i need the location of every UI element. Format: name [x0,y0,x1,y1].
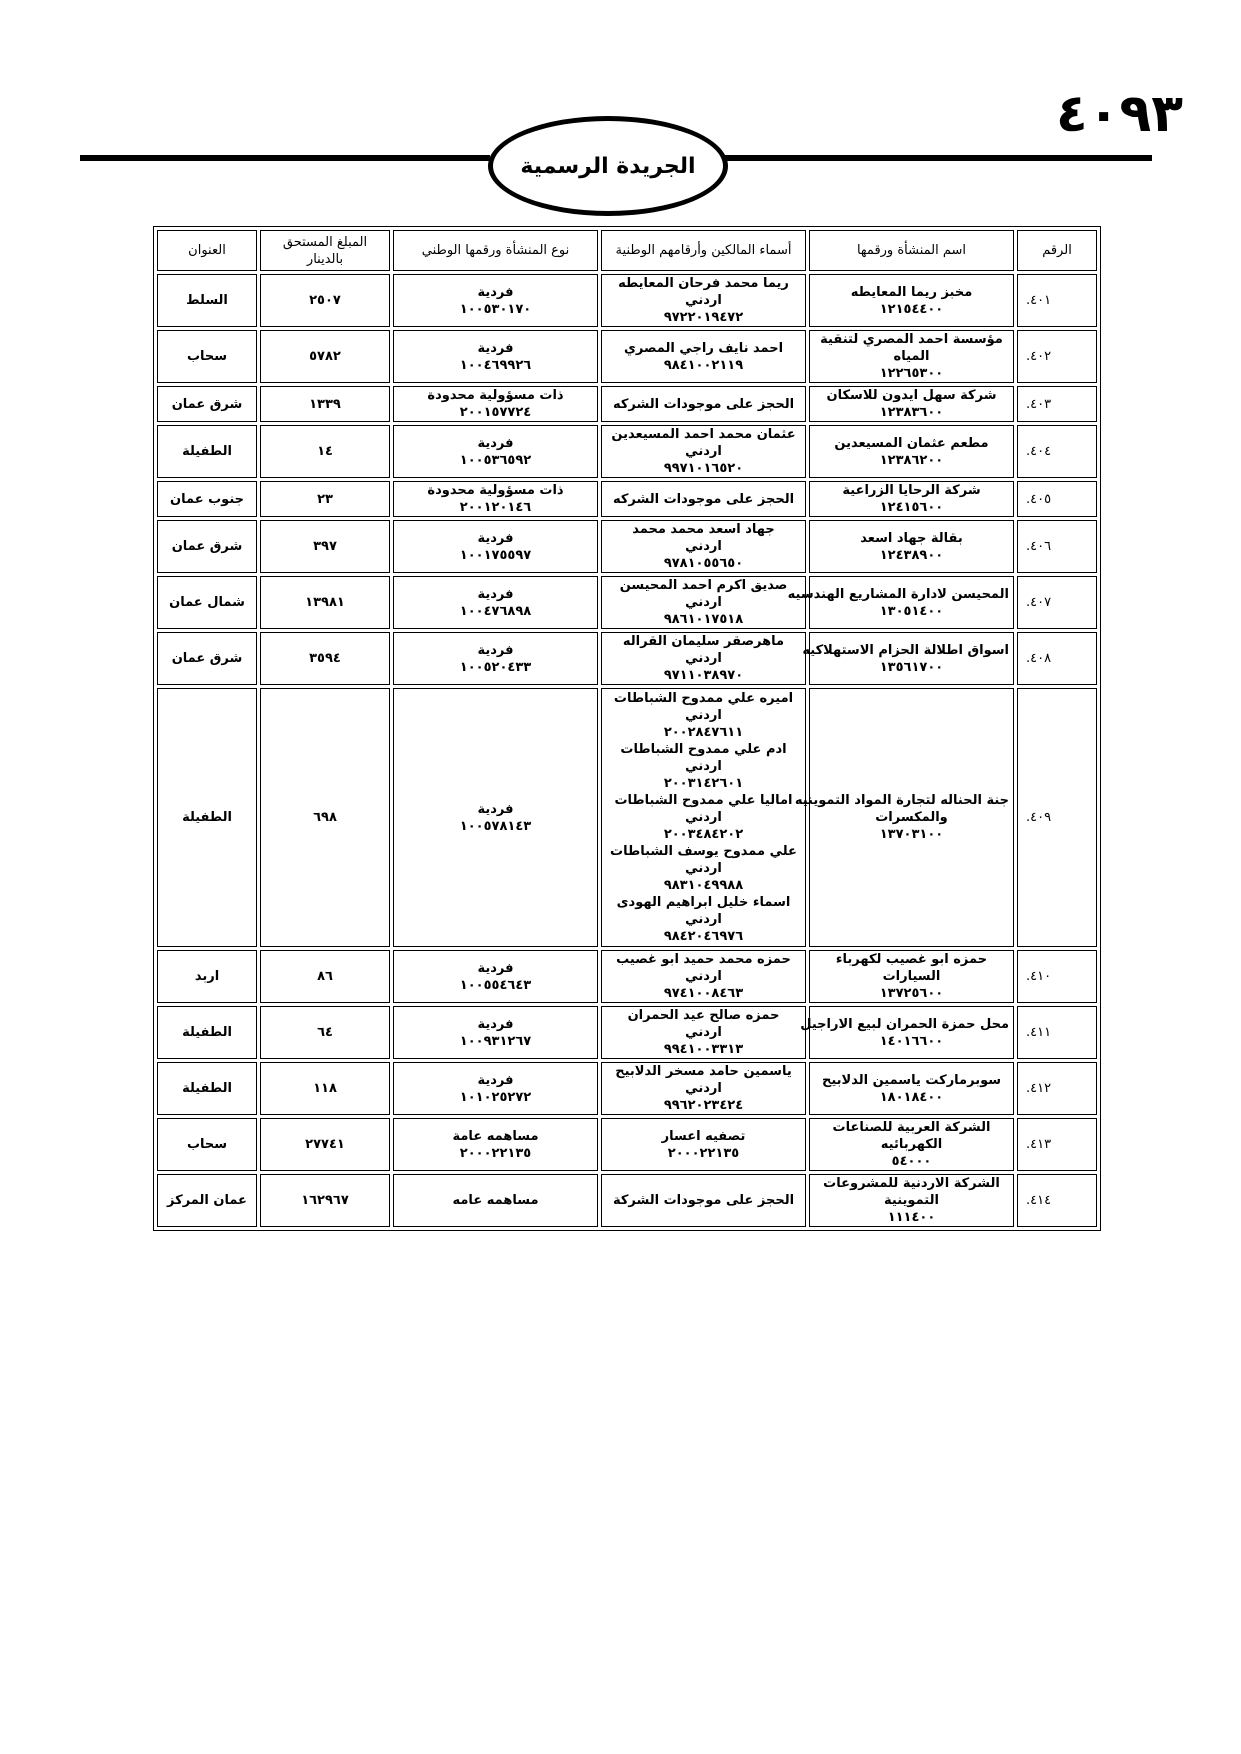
cell-line: اردني [685,293,722,308]
cell-address [157,632,257,685]
cell-line: ٤٠٢. [1026,349,1052,364]
cell-line: ٤٠٥. [1026,491,1052,507]
cell-amount [260,688,390,947]
cell-line: والمكسرات [875,810,948,825]
cell-line: ٤٠٧. [1026,595,1052,610]
cell-line: اردني [685,708,722,723]
cell-owners [601,274,806,327]
cell-line: ١٠٠٩٣١٢٦٧ [459,1033,532,1049]
cell-line: المحيسن لادارة المشاريع الهندسيه [787,586,1009,602]
cell-line: ٩٨٦١٠١٧٥١٨ [663,612,744,627]
cell-establishment [809,520,1014,573]
cell-line: ١٣٠٥١٤٠٠ [879,603,944,619]
cell-line: ١٣٣٩ [309,396,341,412]
cell-line: ٩٩٧١٠١٦٥٢٠ [663,461,744,476]
cell-line: ١٤٠١٦٦٠٠ [879,1033,944,1049]
header-rule-left [80,155,490,161]
cell-line: ١٢٢٦٥٣٠٠ [879,366,944,381]
cell-line: ٤١٠. [1026,969,1052,984]
cell-address [157,386,257,422]
cell-type [393,520,598,573]
cell-type [393,576,598,629]
cell-line: ريما محمد فرحان المعايطه [618,276,789,291]
cell-line: ٤٠١. [1026,293,1052,308]
cell-line: ٩٧٢٢٠١٩٤٧٢ [663,310,744,325]
cell-line: ١٢٣٨٣٦٠٠ [879,405,944,420]
cell-line: شرق عمان [171,651,243,666]
cell-line: فردية [477,801,514,817]
cell-line: ١٣٧٠٣١٠٠ [879,827,944,842]
header-owners: أسماء المالكين وأرقامهم الوطنية [601,230,806,271]
cell-line: مخبز ريما المعايطه [850,284,973,300]
table-row [157,632,1097,685]
cell-line: الطفيلة [182,444,232,459]
cell-line: حمزه ابو غصيب لكهرباء [835,952,988,967]
cell-owners [601,576,806,629]
cell-line: ادم علي ممدوح الشباطات [620,742,787,757]
cell-line: ٩٧١١٠٣٨٩٧٠ [663,668,744,683]
cell-address [157,1118,257,1171]
cell-line: ٩٨٤١٠٠٢١١٩ [663,357,744,373]
cell-line: ٢٧٧٤١ [305,1137,345,1152]
cell-owners [601,481,806,517]
cell-number [1017,1174,1097,1227]
cell-line: الكهربائيه [880,1137,943,1152]
cell-establishment [794,688,1014,947]
cell-owners [601,950,806,1003]
cell-line: ياسمين حامد مسخر الدلابيح [615,1064,792,1079]
cell-amount [260,950,390,1003]
cell-line: ١١٨ [313,1081,337,1096]
cell-line: اردني [685,810,722,825]
cell-line: ماهرصقر سليمان القراله [622,634,785,649]
cell-address [157,425,257,478]
cell-line: مؤسسة احمد المصري لتنقية [820,332,1003,347]
cell-line: ٤١٢. [1026,1081,1052,1096]
cell-line: عمان المركز [167,1193,247,1208]
cell-establishment [800,1006,1014,1059]
cell-amount [260,1006,390,1059]
cell-line: اردني [685,1025,722,1040]
cell-type [393,950,598,1003]
cell-line: ١٣٧٢٥٦٠٠ [879,986,944,1001]
cell-line: الحجز على موجودات الشركه [612,491,795,507]
cell-type [393,274,598,327]
cell-address [157,950,257,1003]
table-row [157,576,1097,629]
cell-line: ٤٠٤. [1026,444,1052,459]
cell-number [1017,576,1097,629]
cell-line: بقالة جهاد اسعد [860,530,963,546]
cell-owners [601,632,806,685]
cell-line: ٤١١. [1026,1025,1052,1040]
cell-line: ١١١٤٠٠ [887,1210,936,1225]
cell-line: فردية [477,960,514,976]
cell-line: ٣٩٧ [313,539,337,554]
cell-line: ١٣٥٦١٧٠٠ [879,659,944,675]
cell-establishment [809,481,1014,517]
cell-line: ١٦٢٩٦٧ [301,1193,349,1208]
cell-line: محل حمزة الحمران لبيع الاراجيل [800,1016,1009,1032]
cell-line: ١٠٠٥٧٨١٤٣ [459,818,532,834]
cell-owners [601,1006,806,1059]
cell-line: ٩٩٤١٠٠٣٣١٣ [663,1042,744,1057]
cell-address [157,1174,257,1227]
cell-line: الحجز على موجودات الشركة [612,1193,795,1208]
cell-line: ٤٠٨. [1026,651,1052,666]
cell-line: تصفيه اعسار [661,1128,746,1144]
cell-line: السلط [186,293,228,308]
table-row [157,425,1097,478]
cell-line: ٢٠٠٣٤٨٤٢٠٢ [663,827,744,842]
table-row [157,520,1097,573]
cell-line: ٢٠٠١٥٧٧٢٤ [459,405,532,420]
cell-amount [260,520,390,573]
cell-line: عثمان محمد احمد المسيعدين [611,427,796,442]
cell-number [1017,520,1097,573]
cell-establishment [787,576,1014,629]
cell-amount [260,330,390,383]
cell-line: اردني [685,759,722,774]
cell-line: التموينية [884,1193,939,1208]
cell-type [393,481,598,517]
table-row [157,1006,1097,1059]
cell-amount [260,1174,390,1227]
table-row [157,1174,1097,1227]
cell-line: ١٠٠٤٦٩٩٢٦ [459,357,532,373]
header-establishment: اسم المنشأة ورقمها [809,230,1014,271]
cell-address [157,1062,257,1115]
cell-line: ذات مسؤولية محدودة [427,483,564,498]
cell-line: السيارات [882,969,941,984]
table-body [157,274,1097,1227]
cell-establishment [809,1062,1014,1115]
cell-owners [601,386,806,422]
registry-table-wrapper [153,226,1081,1231]
cell-amount [260,1118,390,1171]
cell-address [157,1006,257,1059]
table-row [157,1118,1097,1171]
cell-line: شركة الرحايا الزراعية [842,483,981,498]
cell-line: ١٠٠٥٥٤٦٤٣ [459,977,532,993]
cell-line: احمد نايف راجي المصري [623,340,784,356]
cell-line: مساهمه عامة [452,1128,539,1144]
cell-number [1017,330,1097,383]
cell-line: الطفيلة [182,1081,232,1096]
cell-line: اردني [685,539,722,554]
cell-establishment [809,274,1014,327]
cell-line: ١٠٠٥٣٠١٧٠ [459,301,532,317]
cell-amount [260,1062,390,1115]
cell-address [157,576,257,629]
table-row [157,1062,1097,1115]
cell-line: اميره علي ممدوح الشباطات [613,691,794,706]
cell-line: صديق اكرم احمد المحيسن [619,578,788,593]
cell-establishment [809,386,1014,422]
cell-line: ١٨٠١٨٤٠٠ [879,1089,944,1105]
header-rule-right [720,155,1152,161]
cell-owners [601,1118,806,1171]
cell-line: اردني [685,651,722,666]
masthead-title: الجريدة الرسمية [520,153,696,179]
cell-line: ٩٧٤١٠٠٨٤٦٣ [663,986,744,1001]
cell-line: سوبرماركت ياسمين الدلابيح [821,1072,1002,1088]
cell-number [1017,688,1097,947]
cell-line: ٤٠٩. [1026,810,1052,825]
cell-line: فردية [477,435,514,451]
header-type: نوع المنشأة ورقمها الوطني [393,230,598,271]
cell-type [393,425,598,478]
cell-line: سحاب [186,1137,228,1152]
header-amount: المبلغ المستحق بالدينار [260,230,390,271]
cell-line: اسواق اطلالة الحزام الاستهلاكيه [802,642,1009,658]
cell-number [1017,274,1097,327]
cell-line: جنة الحناله لتجارة المواد التموينيه [794,793,1009,808]
cell-line: مطعم عثمان المسيعدين [834,435,989,451]
table-row [157,274,1097,327]
cell-line: اماليا علي ممدوح الشباطات [614,793,793,808]
cell-amount [260,576,390,629]
cell-line: ٢٠٠٣١٤٢٦٠١ [663,776,744,791]
cell-line: ١٠٠١٧٥٥٩٧ [459,547,532,563]
cell-line: اردني [685,912,722,927]
cell-line: اسماء خليل ابراهيم الهودى [616,895,791,910]
page-number: ٤٠٩٣ [1056,84,1183,144]
cell-line: فردية [477,340,514,356]
cell-line: الطفيلة [182,810,232,825]
cell-line: ٢٠٠١٢٠١٤٦ [459,500,532,515]
cell-number [1017,425,1097,478]
cell-type [393,632,598,685]
cell-line: مساهمه عامه [452,1193,539,1208]
cell-line: فردية [477,1016,514,1032]
cell-establishment [809,950,1014,1003]
cell-line: الشركة العربية للصناعات [832,1120,991,1135]
cell-amount [260,481,390,517]
cell-line: ٢٠٠٠٢٢١٣٥ [667,1145,740,1161]
cell-line: اردني [685,1081,722,1096]
cell-address [157,520,257,573]
cell-line: حمزه صالح عيد الحمران [627,1008,780,1023]
cell-amount [260,274,390,327]
cell-line: ١٢٤٣٨٩٠٠ [879,547,944,563]
cell-line: ٥٧٨٢ [309,349,341,364]
cell-line: فردية [477,586,514,602]
cell-line: اردني [685,861,722,876]
cell-owners [601,1174,806,1227]
cell-line: الحجز على موجودات الشركه [612,396,795,412]
cell-establishment [802,632,1014,685]
cell-line: ٢٥٠٧ [309,293,341,308]
cell-line: ٩٨٤٢٠٤٦٩٧٦ [663,929,744,944]
cell-type [393,1006,598,1059]
cell-line: سحاب [186,349,228,364]
cell-line: شركة سهل ايدون للاسكان [826,388,997,403]
cell-owners [601,520,806,573]
cell-number [1017,1006,1097,1059]
cell-line: الطفيلة [182,1025,232,1040]
cell-line: ذات مسؤولية محدودة [427,388,564,403]
cell-owners [601,330,806,383]
table-row [157,330,1097,383]
header-address: العنوان [157,230,257,271]
cell-type [393,1062,598,1115]
cell-line: ٩٧٨١٠٥٥٦٥٠ [663,556,744,571]
cell-number [1017,1062,1097,1115]
cell-amount [260,425,390,478]
cell-number [1017,632,1097,685]
cell-owners [601,688,806,947]
cell-number [1017,1118,1097,1171]
cell-line: فردية [477,1072,514,1088]
cell-line: ٢٣ [317,491,333,507]
cell-line: ٦٤ [317,1025,333,1040]
cell-line: اردني [685,969,722,984]
cell-address [157,274,257,327]
cell-address [157,481,257,517]
cell-amount [260,632,390,685]
cell-type [393,688,598,947]
cell-line: شرق عمان [171,396,243,412]
cell-type [393,386,598,422]
masthead-oval [488,116,728,216]
table-row [157,386,1097,422]
cell-line: ١٠٠٥٣٦٥٩٢ [459,452,532,468]
cell-number [1017,950,1097,1003]
cell-address [157,330,257,383]
cell-line: علي ممدوح يوسف الشباطات [610,844,797,859]
cell-line: حمزه محمد حميد ابو غصيب [616,952,791,967]
cell-type [393,330,598,383]
cell-line: ١٠٠٥٢٠٤٣٣ [459,659,532,675]
cell-type [393,1118,598,1171]
cell-type [393,1174,598,1227]
cell-line: اردني [685,595,722,610]
cell-owners [601,425,806,478]
cell-line: المياه [893,349,930,364]
cell-amount [260,386,390,422]
registry-table [153,226,1101,1231]
cell-line: جنوب عمان [170,491,244,507]
cell-line: جهاد اسعد محمد محمد [632,522,775,537]
cell-address [157,688,257,947]
cell-line: فردية [477,642,514,658]
table-row [157,688,1097,947]
table-row [157,950,1097,1003]
cell-line: ٤٠٣. [1026,396,1052,412]
cell-line: شرق عمان [171,539,243,554]
cell-line: ١٠١٠٢٥٢٧٢ [459,1089,532,1105]
cell-line: ١٤ [317,444,333,459]
cell-establishment [809,1174,1014,1227]
cell-line: فردية [477,530,514,546]
cell-number [1017,481,1097,517]
cell-line: ٤١٤. [1026,1193,1052,1208]
cell-line: ١٢٣٨٦٢٠٠ [879,452,944,468]
cell-line: الشركة الاردنية للمشروعات [823,1176,1000,1191]
cell-line: ١٢٤١٥٦٠٠ [879,500,944,515]
cell-establishment [809,425,1014,478]
cell-line: ٣٥٩٤ [309,651,341,666]
cell-line: اردني [685,444,722,459]
cell-line: ٤٠٦. [1026,539,1052,554]
cell-line: ١٢١٥٤٤٠٠ [879,301,944,317]
cell-line: ٢٠٠٢٨٤٧٦١١ [663,725,744,740]
cell-line: شمال عمان [169,595,245,610]
table-row [157,481,1097,517]
cell-line: ٤١٣. [1026,1137,1052,1152]
cell-owners [601,1062,806,1115]
cell-line: ٨٦ [317,969,333,984]
cell-line: ٩٨٣١٠٤٩٩٨٨ [663,878,744,893]
cell-line: ١٠٠٤٧٦٨٩٨ [459,603,532,619]
table-header-row [157,230,1097,271]
cell-establishment [809,330,1014,383]
cell-line: اربد [194,969,220,984]
cell-line: ٩٩٦٢٠٢٣٤٢٤ [663,1098,744,1113]
cell-line: ٢٠٠٠٢٢١٣٥ [459,1145,532,1161]
cell-line: ٥٤٠٠٠ [891,1154,932,1169]
cell-line: فردية [477,284,514,300]
cell-establishment [809,1118,1014,1171]
header-number: الرقم [1017,230,1097,271]
cell-number [1017,386,1097,422]
cell-line: ١٣٩٨١ [305,595,345,610]
cell-line: ٦٩٨ [313,810,337,825]
